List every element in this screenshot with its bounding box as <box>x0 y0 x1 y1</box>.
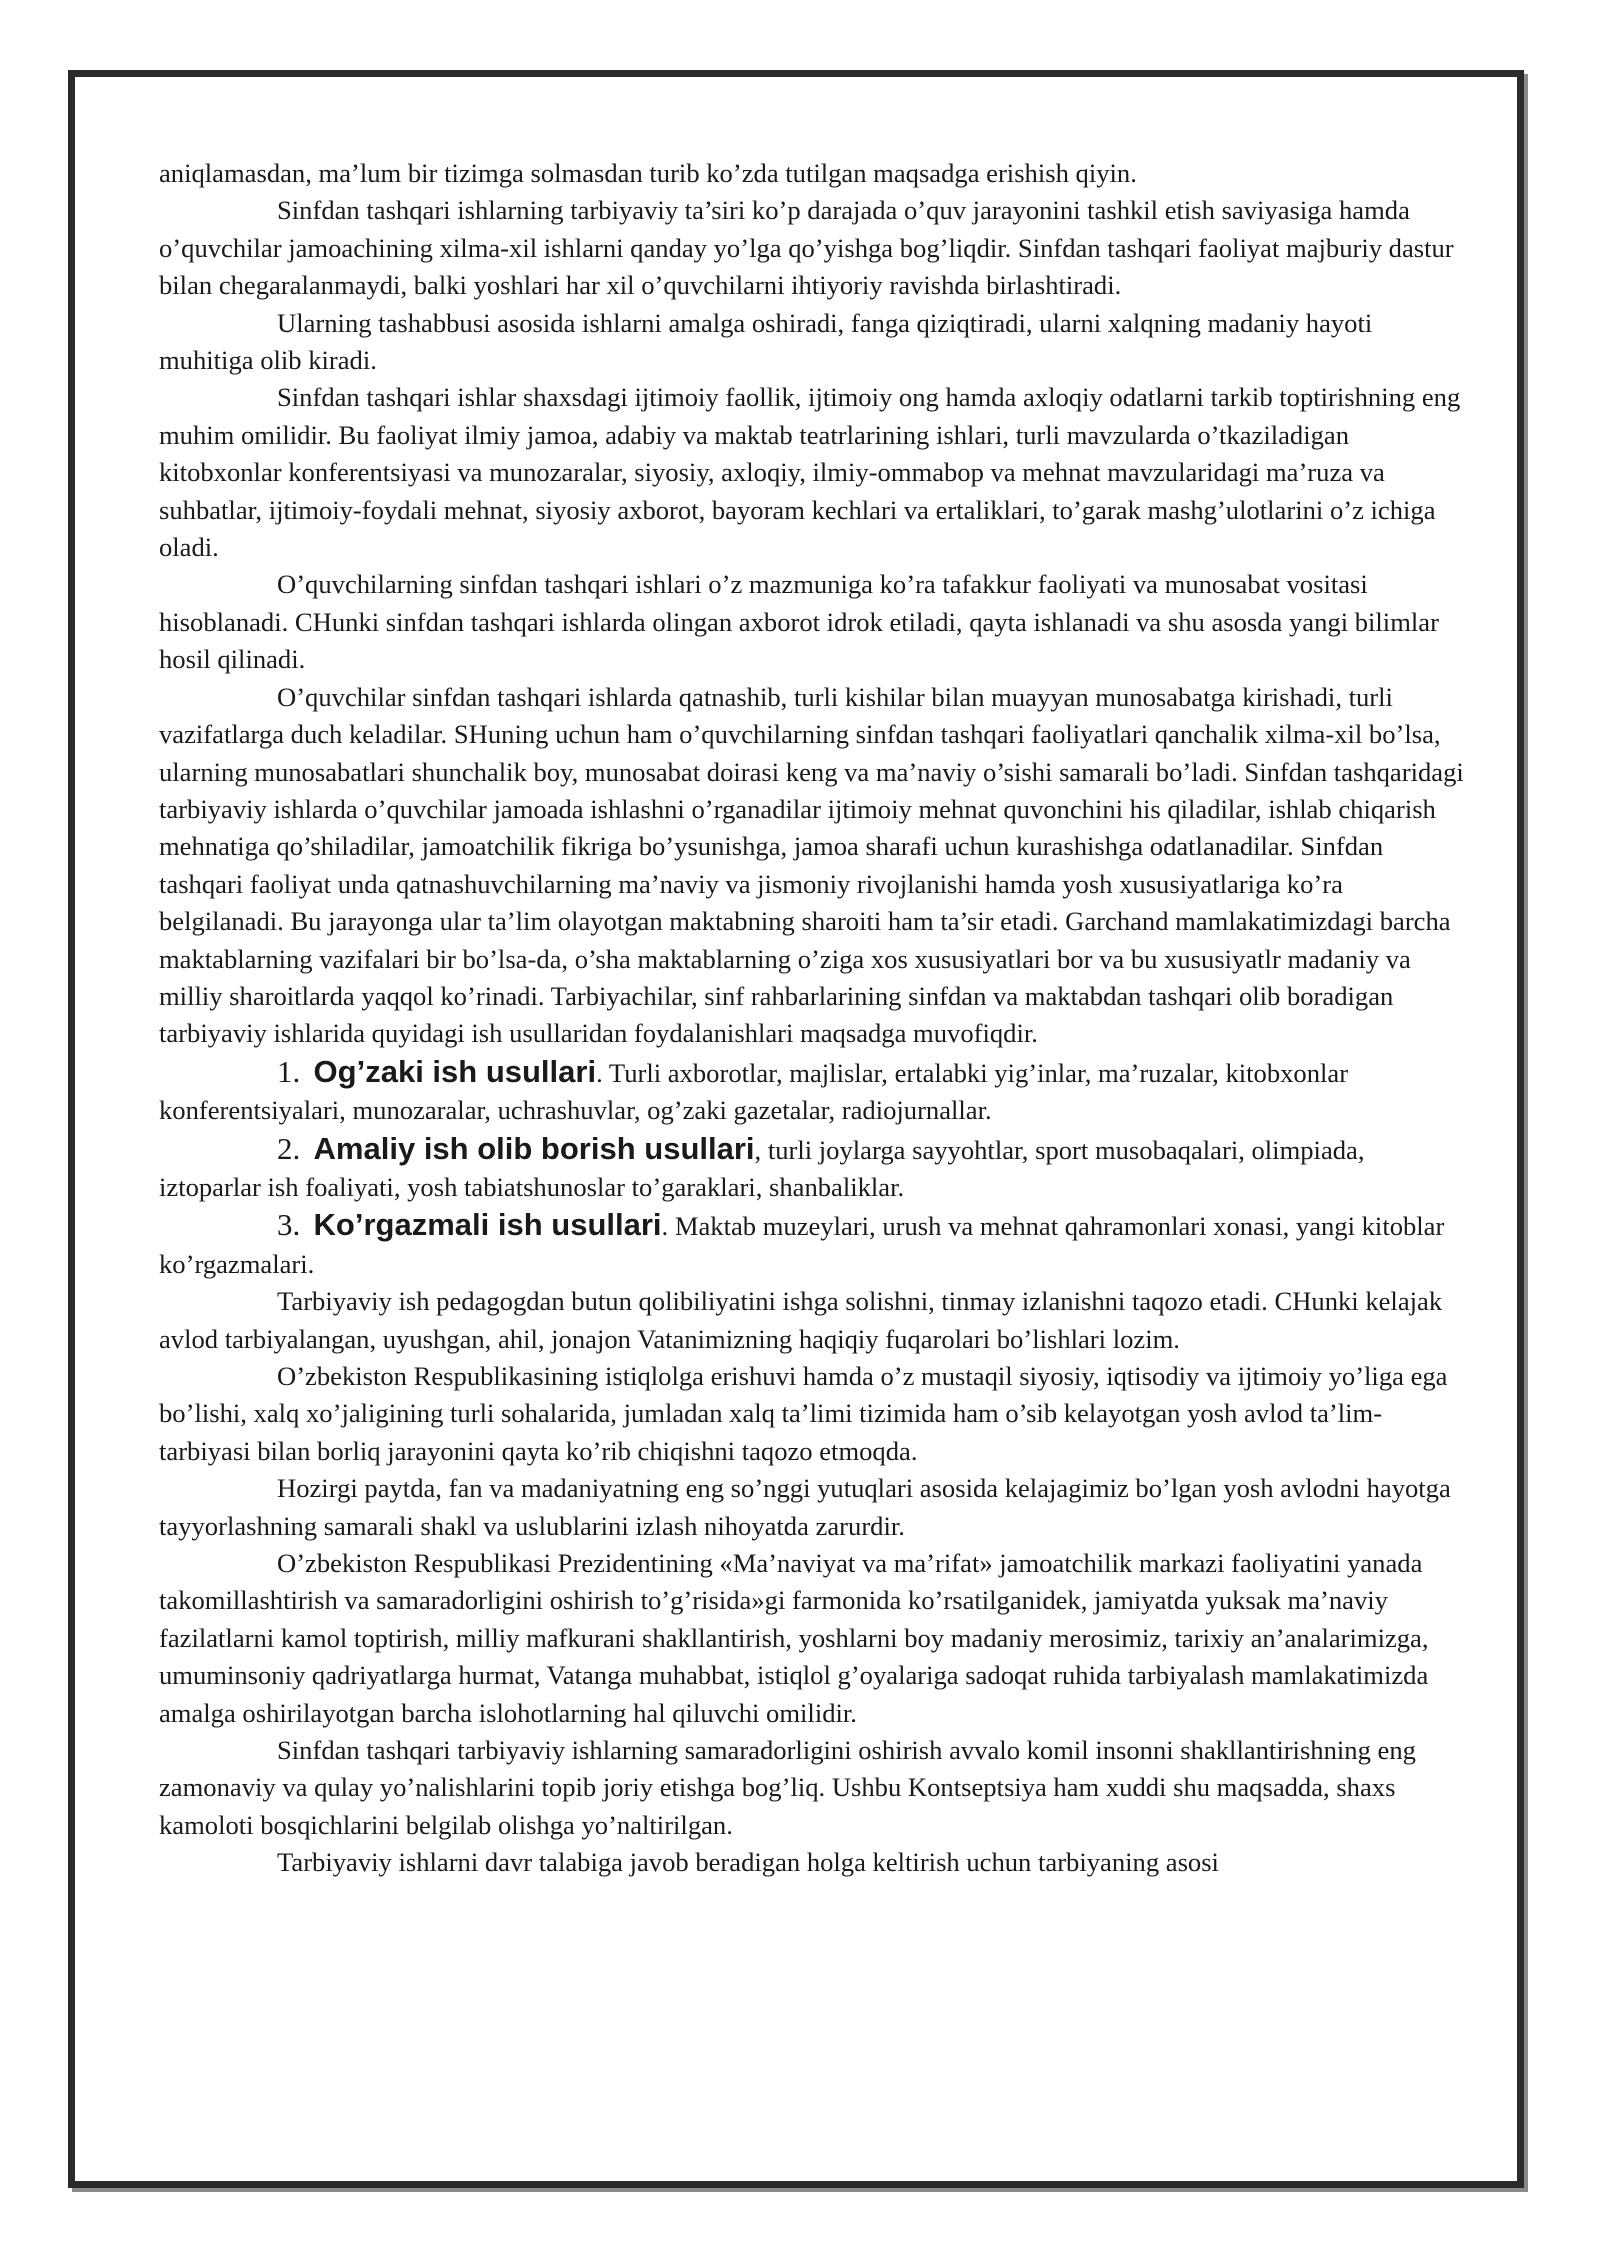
paragraph: Sinfdan tashqari tarbiyaviy ishlarning samaradorligini oshirish avvalo komil insonni shakllantirishning eng zamonaviy va qulay yo’nalishlarini topib joriy etishga bog’liq. Ushbu Kontseptsiya ham xuddi shu maqsadda, shaxs kamoloti bosqichlarini belgilab olishga yo’naltirilgan. <box>159 1735 1416 1840</box>
page-frame <box>68 70 1524 2188</box>
paragraph: O’zbekiston Respublikasining istiqlolga erishuvi hamda o’z mustaqil siyosiy, iqtisodiy va ijtimoiy yo’liga ega bo’lishi, xalq xo’jaligining turli sohalarida, jumladan xalq ta’limi tizimida ham o’sib kelayotgan yosh avlod ta’lim- tarbiyasi bilan borliq jarayonini qayta ko’rib chiqishni taqozo etmoqda. <box>159 1361 1448 1466</box>
list-number: 1. <box>277 1053 301 1089</box>
list-item-oral-methods <box>159 1053 1469 1130</box>
list-text: . Turli axborotlar, majlislar, ertalabki yig’inlar, ma’ruzalar, kitobxonlar konferentsiyalari, munozaralar, uchrashuvlar, og’zaki gazetalar, radiojurnallar. <box>159 1057 1349 1126</box>
list-number: 2. <box>277 1130 301 1166</box>
list-heading: Amaliy ish olib borish usullari <box>313 1130 755 1166</box>
list-text: , turli joylarga sayyohtlar, sport musobaqalari, olimpiada, iztoparlar ish foaliyati, yosh tabiatshunoslar to’garaklari, shanbaliklar. <box>159 1134 1365 1202</box>
paragraph: O’quvchilarning sinfdan tashqari ishlari o’z mazmuniga ko’ra tafakkur faoliyati va munosabat vositasi hisoblanadi. CHunki sinfdan tashqari ishlarda olingan axborot idrok etiladi, qayta ishlanadi va shu asosda yangi bilimlar hosil qilinadi. <box>159 569 1439 675</box>
list-item-practical-methods <box>159 1130 1469 1207</box>
paragraph: Tarbiyaviy ish pedagogdan butun qolibiliyatini ishga solishni, tinmay izlanishni taqozo etadi. CHunki kelajak avlod tarbiyalangan, uyushgan, ahil, jonajon Vatanimizning haqiqiy fuqarolari bo’lishlari lozim. <box>159 1286 1443 1354</box>
paragraph: Tarbiyaviy ishlarni davr talabiga javob beradigan holga keltirish uchun tarbiyaning asosi <box>277 1847 1219 1878</box>
document-body <box>159 155 1469 1882</box>
list-heading: Ko’rgazmali ish usullari <box>313 1207 662 1243</box>
list-text: . Maktab muzeylari, urush va mehnat qahramonlari xonasi, yangi kitoblar ko’rgazmalari. <box>159 1211 1445 1279</box>
list-number: 3. <box>277 1207 301 1243</box>
paragraph: aniqlamasdan, ma’lum bir tizimga solmasdan turib ko’zda tutilgan maqsadga erishish qiyin. <box>159 158 1137 188</box>
paragraph: Sinfdan tashqari ishlarning tarbiyaviy ta’siri ko’p darajada o’quv jarayonini tashkil etish saviyasiga hamda o’quvchilar jamoachining xilma-xil ishlarni qanday yo’lga qo’yishga bog’liqdir. Sinfdan tashqari faoliyat majburiy dastur bilan chegaralanmaydi, balki yoshlari har xil o’quvchilarni ihtiyoriy ravishda birlashtiradi. <box>159 195 1454 301</box>
paragraph: Hozirgi paytda, fan va madaniyatning eng so’nggi yutuqlari asosida kelajagimiz bo’lgan yosh avlodni hayotga tayyorlashning samarali shakl va uslublarini izlash nihoyatda zarurdir. <box>159 1473 1451 1541</box>
list-heading: Og’zaki ish usullari <box>313 1053 597 1089</box>
paragraph: O’quvchilar sinfdan tashqari ishlarda qatnashib, turli kishilar bilan muayyan munosabatga kirishadi, turli vazifatlarga duch keladilar. SHuning uchun ham o’quvchilarning sinfdan tashqari faoliyatlari qanchalik xilma-xil bo’lsa, ularning munosabatlari shunchalik boy, munosabat doirasi keng va ma’naviy o’sishi samarali bo’ladi. Sinfdan tashqaridagi tarbiyaviy ishlarda o’quvchilar jamoada ishlashni o’rganadilar ijtimoiy mehnat quvonchini his qiladilar, ishlab chiqarish mehnatiga qo’shiladilar, jamoatchilik fikriga bo’ysunishga, jamoa sharafi uchun kurashishga odatlanadilar. Sinfdan tashqari faoliyat unda qatnashuvchilarning ma’naviy va jismoniy rivojlanishi hamda yosh xususiyatlariga ko’ra belgilanadi. Bu jarayonga ular ta’lim olayotgan maktabning sharoiti ham ta’sir etadi. Garchand mamlakatimizdagi barcha maktablarning vazifalari bir bo’lsa-da, o’sha maktablarning o’ziga xos xususiyatlari bor va bu xususiyatlr madaniy va milliy sharoitlarda yaqqol ko’rinadi. Tarbiyachilar, sinf rahbarlarining sinfdan va maktabdan tashqari olib boradigan tarbiyaviy ishlarida quyidagi ish usullaridan foydalanishlari maqsadga muvofiqdir. <box>159 681 1464 1049</box>
paragraph: O’zbekiston Respublikasi Prezidentining «Ma’naviyat va ma’rifat» jamoatchilik markazi faoliyatini yanada takomillashtirish va samaradorligini oshirish to’g’risida»gi farmonida ko’rsatilganidek, jamiyatda yuksak ma’naviy fazilatlarni kamol toptirish, milliy mafkurani shakllantirish, yoshlarni boy madaniy merosimiz, tarixiy an’analarimizga, umuminsoniy qadriyatlarga hurmat, Vatanga muhabbat, istiqlol g’oyalariga sadoqat ruhida tarbiyalash mamlakatimizda amalga oshirilayotgan barcha islohotlarning hal qiluvchi omilidir. <box>159 1548 1429 1728</box>
paragraph: Sinfdan tashqari ishlar shaxsdagi ijtimoiy faollik, ijtimoiy ong hamda axloqiy odatlarni tarkib toptirishning eng muhim omilidir. Bu faoliyat ilmiy jamoa, adabiy va maktab teatrlarining ishlari, turli mavzularda o’tkaziladigan kitobxonlar konferentsiyasi va munozaralar, siyosiy, axloqiy, ilmiy-ommabop va mehnat mavzularidagi ma’ruza va suhbatlar, ijtimoiy-foydali mehnat, siyosiy axborot, bayoram kechlari va ertaliklari, to’garak mashg’ulotlarini o’z ichiga oladi. <box>159 382 1461 563</box>
list-item-visual-methods <box>159 1206 1469 1283</box>
paragraph: Ularning tashabbusi asosida ishlarni amalga oshiradi, fanga qiziqtiradi, ularni xalqning madaniy hayoti muhitiga olib kiradi. <box>159 307 1373 376</box>
